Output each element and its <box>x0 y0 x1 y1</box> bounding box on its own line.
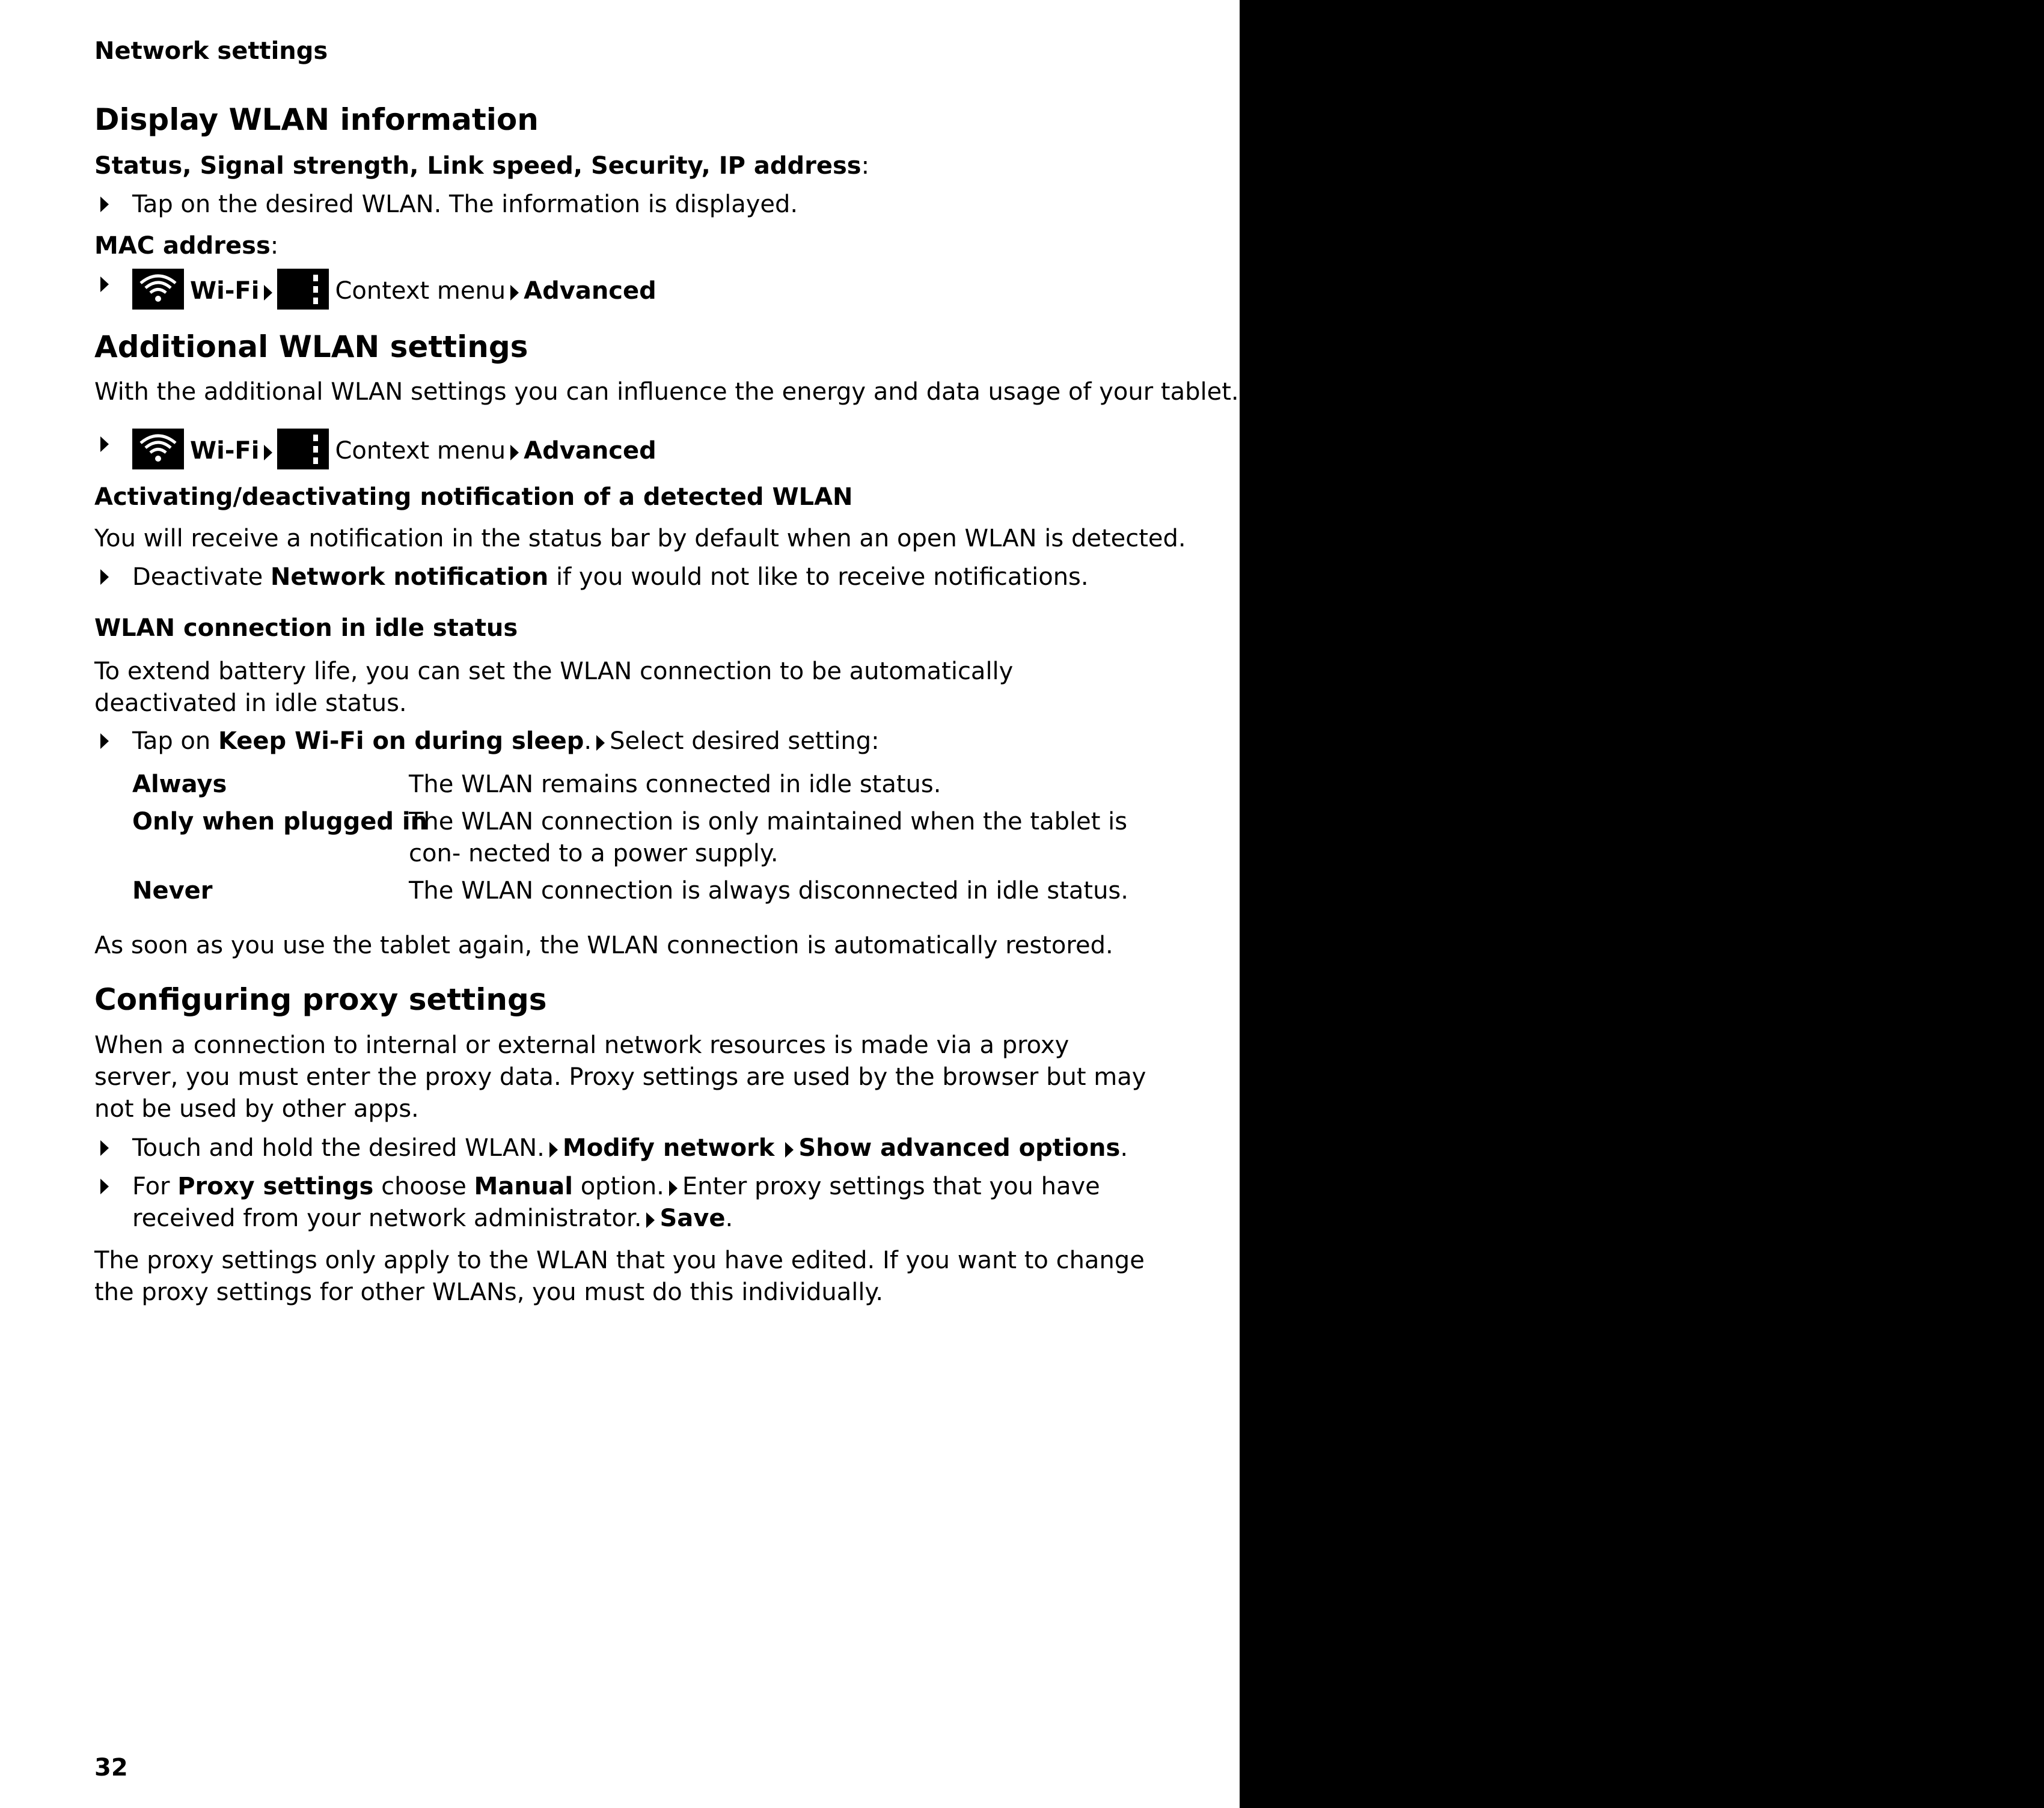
section-title-additional-wlan: Additional WLAN settings <box>94 329 528 364</box>
option-term: Never <box>132 877 213 905</box>
option-term: Always <box>132 771 227 798</box>
arrow-separator-icon <box>264 445 272 460</box>
mac-label: MAC address <box>94 232 271 260</box>
advanced-label: Advanced <box>524 277 656 305</box>
option-description: The WLAN connection is only maintained when the tablet is con- nected to a power supply. <box>409 808 1128 867</box>
list-item <box>94 1132 1152 1164</box>
running-head: Network settings <box>94 37 328 65</box>
step-proxy-manual: For Proxy settings choose Manual option. Enter proxy settings that you have received from your network administrator. Save. <box>132 1173 1100 1232</box>
wifi-icon <box>132 429 184 469</box>
advanced-label: Advanced <box>524 437 656 465</box>
black-side-panel <box>1240 0 2044 1808</box>
wifi-label: Wi-Fi <box>190 277 260 305</box>
step-deactivate-notification: Deactivate Network notification if you would not like to receive notifications. <box>132 563 1089 591</box>
notification-text: You will receive a notification in the status bar by default when an open WLAN is detected. <box>94 525 1186 552</box>
arrow-separator-icon <box>596 735 605 751</box>
nav-path <box>94 429 1152 469</box>
option-description: The WLAN remains connected in idle status. <box>409 771 941 798</box>
option-description: The WLAN connection is always disconnected in idle status. <box>409 877 1128 905</box>
step-tap-wlan: Tap on the desired WLAN. The information is displayed. <box>132 191 798 218</box>
arrow-bullet-icon <box>100 569 109 585</box>
section-title-display-wlan: Display WLAN information <box>94 102 539 137</box>
page-number: 32 <box>94 1754 128 1782</box>
status-label: Status, Signal strength, Link speed, Security, IP address <box>94 152 861 180</box>
arrow-separator-icon <box>646 1212 655 1228</box>
arrow-bullet-icon <box>100 276 109 292</box>
arrow-bullet-icon <box>100 1140 109 1156</box>
option-term: Only when plugged in <box>132 808 428 835</box>
list-item <box>94 561 1152 593</box>
arrow-separator-icon <box>510 445 519 460</box>
context-menu-icon <box>277 269 329 310</box>
notification-heading: Activating/deactivating notification of a detected WLAN <box>94 483 853 511</box>
list-item <box>94 1171 1152 1235</box>
context-menu-label: Context menu <box>335 437 506 465</box>
wifi-icon <box>132 269 184 310</box>
status-colon: : <box>861 152 870 180</box>
arrow-separator-icon <box>669 1180 678 1196</box>
step-keep-wifi: Tap on Keep Wi-Fi on during sleep. Select desired setting: <box>132 727 880 755</box>
mac-colon: : <box>270 232 279 260</box>
context-menu-label: Context menu <box>335 277 506 305</box>
arrow-bullet-icon <box>100 1179 109 1194</box>
status-label-line <box>94 150 869 182</box>
proxy-intro: When a connection to internal or external network resources is made via a proxy server, you must enter the proxy data. Proxy settings are used by the browser but may not be used by other apps. <box>94 1031 1146 1123</box>
arrow-separator-icon <box>264 285 272 301</box>
arrow-separator-icon <box>785 1142 794 1158</box>
list-item <box>94 725 1152 757</box>
restore-text: As soon as you use the tablet again, the WLAN connection is automatically restored. <box>94 932 1113 959</box>
nav-path <box>94 269 1152 310</box>
arrow-bullet-icon <box>100 436 109 452</box>
section-title-proxy: Configuring proxy settings <box>94 982 547 1017</box>
idle-heading: WLAN connection in idle status <box>94 614 518 642</box>
mac-label-line <box>94 230 278 262</box>
arrow-bullet-icon <box>100 733 109 749</box>
arrow-separator-icon <box>549 1142 558 1158</box>
list-item <box>94 189 1152 221</box>
context-menu-icon <box>277 429 329 469</box>
idle-text: To extend battery life, you can set the WLAN connection to be automatically deactivated in idle status. <box>94 658 1014 717</box>
arrow-bullet-icon <box>100 197 109 212</box>
arrow-separator-icon <box>510 285 519 301</box>
proxy-closing: The proxy settings only apply to the WLAN that you have edited. If you want to change the proxy settings for other WLANs, you must do this individually. <box>94 1247 1145 1306</box>
step-modify-network: Touch and hold the desired WLAN. Modify network Show advanced options. <box>132 1134 1128 1162</box>
wifi-label: Wi-Fi <box>190 437 260 465</box>
additional-intro: With the additional WLAN settings you can influence the energy and data usage of your tablet. <box>94 378 1239 406</box>
